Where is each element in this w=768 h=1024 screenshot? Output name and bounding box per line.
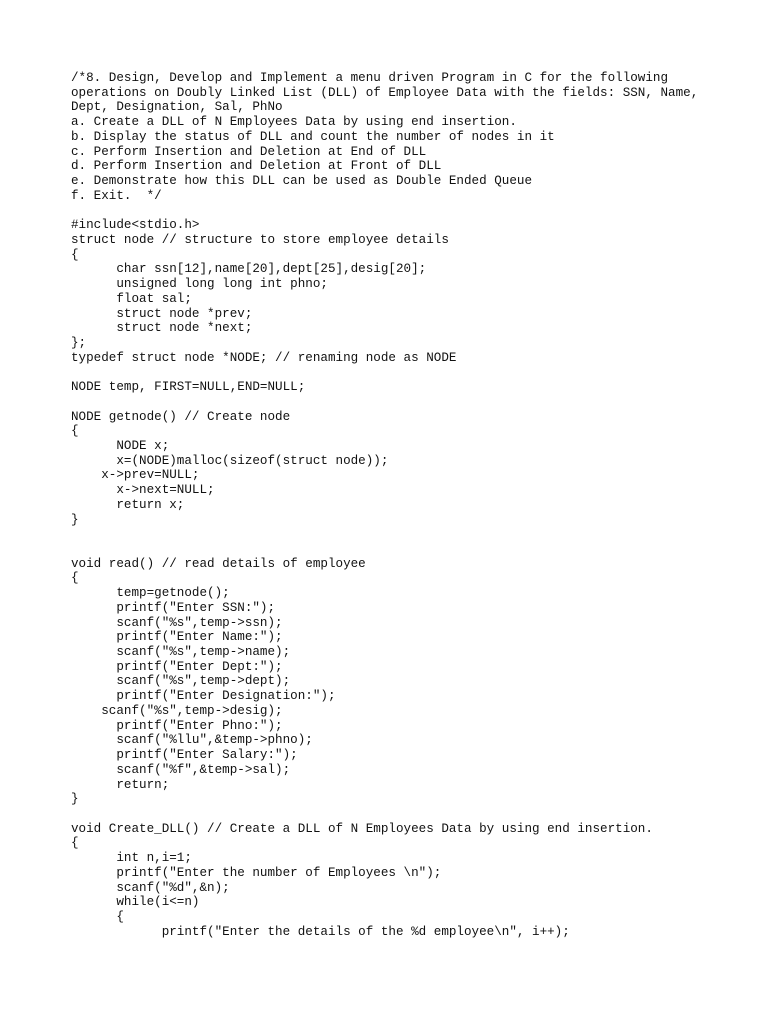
code-line: struct node *next; [71,321,253,336]
code-line: scanf("%s",temp->name); [71,645,291,660]
code-line: Dept, Designation, Sal, PhNo [71,100,283,115]
code-line: NODE getnode() // Create node [71,409,291,424]
code-line: struct node // structure to store employee details [71,232,449,247]
code-line: return; [71,777,170,792]
code-line: struct node *prev; [71,306,253,321]
code-line: { [71,836,79,851]
code-line: scanf("%f",&temp->sal); [71,762,291,777]
code-line: operations on Doubly Linked List (DLL) of Employee Data with the fields: SSN, Name, [71,85,699,100]
code-line: return x; [71,497,185,512]
code-line: NODE temp, FIRST=NULL,END=NULL; [71,380,306,395]
code-line: printf("Enter the number of Employees \n"); [71,865,442,880]
code-line: { [71,909,124,924]
code-line: printf("Enter Salary:"); [71,748,298,763]
code-line: { [71,247,79,262]
code-line [71,527,698,542]
code-line: } [71,792,79,807]
code-line: /*8. Design, Develop and Implement a menu driven Program in C for the following [71,71,669,85]
code-line: } [71,512,79,527]
code-line: printf("Enter Designation:"); [71,689,336,704]
code-line [71,365,698,380]
code-line: printf("Enter Name:"); [71,630,283,645]
code-line: f. Exit. */ [71,188,162,203]
code-line: printf("Enter SSN:"); [71,600,276,615]
code-line: scanf("%llu",&temp->phno); [71,733,313,748]
code-line: }; [71,335,87,350]
code-line: temp=getnode(); [71,586,230,601]
code-line: scanf("%s",temp->desig); [71,703,283,718]
source-code-listing [71,71,698,939]
code-line: scanf("%s",temp->ssn); [71,615,283,630]
code-line: x=(NODE)malloc(sizeof(struct node)); [71,453,389,468]
code-line: printf("Enter the details of the %d employee\n", i++); [71,924,570,939]
code-line: a. Create a DLL of N Employees Data by using end insertion. [71,115,517,130]
code-line: char ssn[12],name[20],dept[25],desig[20]; [71,262,427,277]
code-line: float sal; [71,291,192,306]
code-line [71,395,698,410]
code-line: printf("Enter Phno:"); [71,718,283,733]
code-line: { [71,571,79,586]
code-line: x->next=NULL; [71,483,215,498]
code-line: scanf("%d",&n); [71,880,230,895]
code-line: e. Demonstrate how this DLL can be used as Double Ended Queue [71,174,533,189]
code-line: unsigned long long int phno; [71,277,328,292]
code-line [71,542,698,557]
code-line: d. Perform Insertion and Deletion at Front of DLL [71,159,442,174]
code-line: x->prev=NULL; [71,468,200,483]
code-line [71,203,698,218]
code-line [71,807,698,822]
code-line: void read() // read details of employee [71,556,366,571]
code-line: c. Perform Insertion and Deletion at End of DLL [71,144,427,159]
code-line: NODE x; [71,438,170,453]
code-line: typedef struct node *NODE; // renaming node as NODE [71,350,457,365]
code-line: #include<stdio.h> [71,218,200,233]
code-line: int n,i=1; [71,851,192,866]
code-line: void Create_DLL() // Create a DLL of N Employees Data by using end insertion. [71,821,653,836]
code-line: b. Display the status of DLL and count the number of nodes in it [71,129,555,144]
code-line: printf("Enter Dept:"); [71,659,283,674]
code-line: scanf("%s",temp->dept); [71,674,291,689]
code-line: while(i<=n) [71,895,200,910]
code-line: { [71,424,79,439]
